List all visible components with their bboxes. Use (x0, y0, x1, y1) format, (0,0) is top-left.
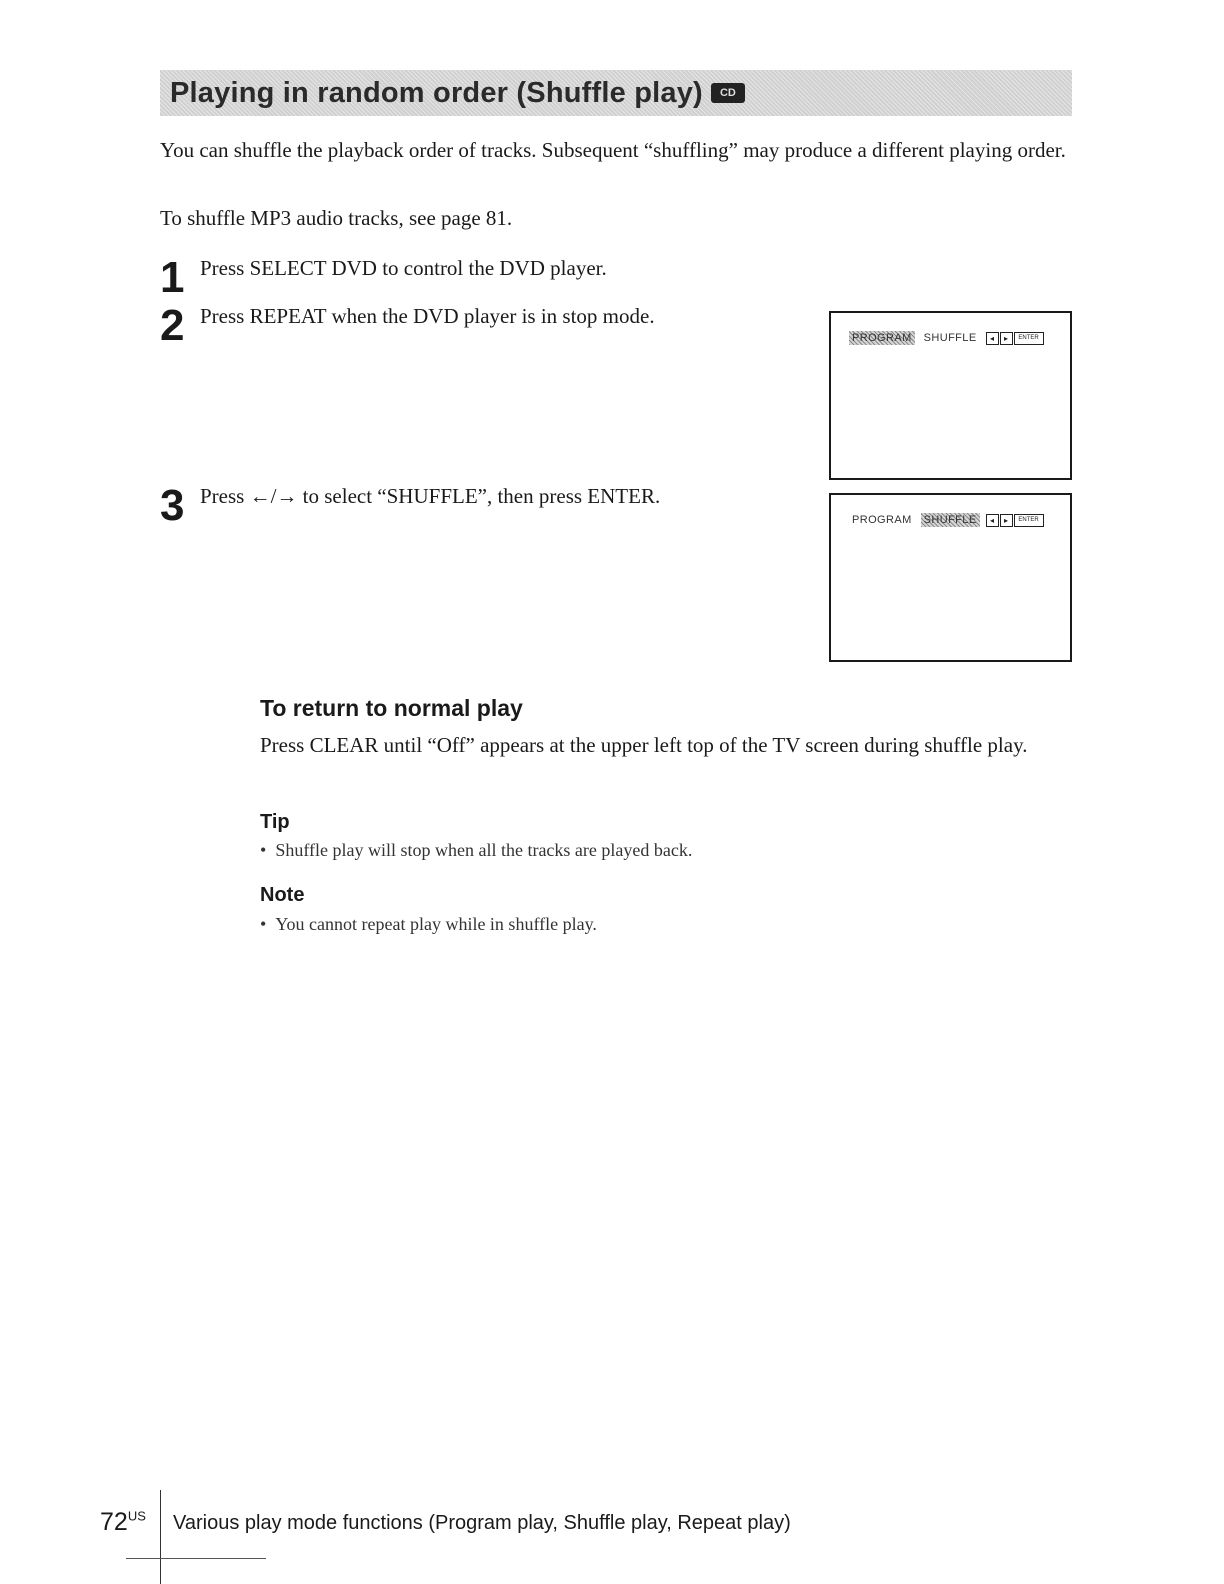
footer-chapter-title: Various play mode functions (Program play, Shuffle play, Repeat play) (173, 1512, 791, 1534)
menu-shuffle: SHUFFLE (923, 332, 977, 344)
left-arrow-icon: ◂ (986, 514, 999, 527)
tv-menu-bar (849, 513, 1045, 527)
step-number: 1 (160, 253, 185, 302)
bullet-icon: • (260, 840, 276, 860)
menu-program: PROGRAM (852, 514, 912, 526)
tv-screen-program-selected (829, 311, 1072, 480)
step-text: Press REPEAT when the DVD player is in stop mode. (200, 304, 655, 328)
menu-shuffle: SHUFFLE (921, 513, 980, 527)
mp3-reference: To shuffle MP3 audio tracks, see page 81. (160, 206, 513, 230)
step-number: 3 (160, 481, 185, 530)
page-number-suffix: US (127, 1508, 146, 1524)
step-2 (160, 302, 655, 348)
step-text: Press ←/→ to select “SHUFFLE”, then press ENTER. (200, 484, 661, 508)
tv-menu-bar (849, 331, 1045, 345)
menu-program: PROGRAM (849, 331, 915, 345)
page-number-value: 72 (100, 1508, 128, 1536)
cd-badge-icon: CD (711, 83, 745, 103)
right-arrow-icon: ▸ (1000, 514, 1013, 527)
section-title-bar (160, 70, 1072, 116)
footer-divider (160, 1490, 161, 1584)
enter-icon: ENTER (1014, 332, 1044, 345)
footer-underline (126, 1558, 266, 1559)
note-heading: Note (260, 884, 305, 906)
left-arrow-icon: ◂ (986, 332, 999, 345)
page-title: Playing in random order (Shuffle play) (170, 76, 703, 109)
return-text: Press CLEAR until “Off” appears at the upper left top of the TV screen during shuffle play. (260, 733, 1028, 757)
enter-icon: ENTER (1014, 514, 1044, 527)
step-1 (160, 254, 607, 300)
right-arrow-icon: ▸ (1000, 332, 1013, 345)
page-number (100, 1508, 146, 1537)
tip-heading: Tip (260, 811, 290, 833)
step-number: 2 (160, 301, 185, 350)
step-text: Press SELECT DVD to control the DVD player. (200, 256, 607, 280)
note-item (260, 912, 597, 936)
return-heading: To return to normal play (260, 695, 523, 721)
intro-paragraph: You can shuffle the playback order of tracks. Subsequent “shuffling” may produce a different playing order. (160, 138, 1066, 162)
tip-text: Shuffle play will stop when all the tracks are played back. (275, 840, 693, 860)
tip-item (260, 838, 692, 862)
tv-screen-shuffle-selected (829, 493, 1072, 662)
note-text: You cannot repeat play while in shuffle play. (275, 914, 597, 934)
bullet-icon: • (260, 914, 276, 934)
step-3 (160, 482, 660, 528)
